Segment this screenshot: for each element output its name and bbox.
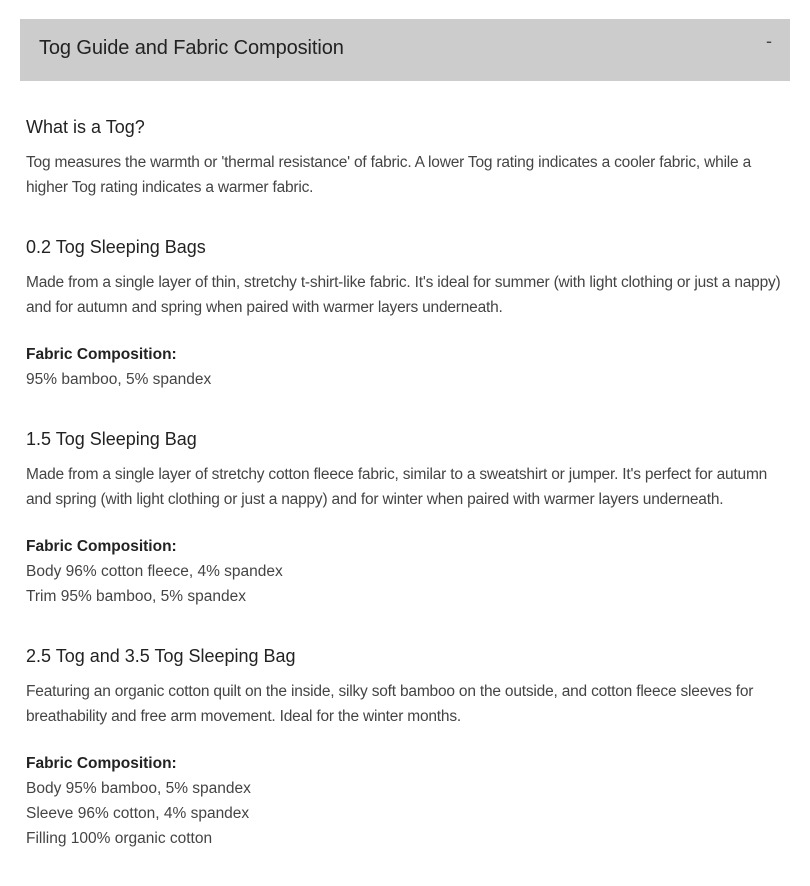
section-heading: 1.5 Tog Sleeping Bag	[26, 429, 197, 449]
collapse-icon[interactable]: -	[766, 31, 772, 51]
accordion-title: Tog Guide and Fabric Composition	[39, 37, 344, 59]
fabric-composition-line: Filling 100% organic cotton	[26, 830, 213, 847]
section-1-5-tog	[26, 427, 791, 609]
fabric-composition-label: Fabric Composition:	[26, 755, 177, 772]
fabric-composition	[26, 342, 791, 392]
section-what-is-tog	[26, 115, 791, 200]
section-0-2-tog	[26, 235, 791, 392]
section-heading: 0.2 Tog Sleeping Bags	[26, 237, 206, 257]
fabric-composition-line: Trim 95% bamboo, 5% spandex	[26, 588, 246, 605]
accordion-header[interactable]	[20, 19, 790, 81]
fabric-composition-line: 95% bamboo, 5% spandex	[26, 371, 212, 388]
section-body: Made from a single layer of stretchy cotton fleece fabric, similar to a sweatshirt or jumper. It's perfect for autumn and spring (with light clothing or just a nappy) and for winter when paired with warmer layers underneath.	[26, 466, 768, 508]
section-body: Featuring an organic cotton quilt on the inside, silky soft bamboo on the outside, and cotton fleece sleeves for breathability and free arm movement. Ideal for the winter months.	[26, 683, 754, 725]
fabric-composition-line: Body 95% bamboo, 5% spandex	[26, 780, 251, 797]
section-body: Tog measures the warmth or 'thermal resistance' of fabric. A lower Tog rating indicates a cooler fabric, while a higher Tog rating indicates a warmer fabric.	[26, 154, 751, 196]
fabric-composition-label: Fabric Composition:	[26, 538, 177, 555]
section-heading: What is a Tog?	[26, 117, 145, 137]
fabric-composition-line: Sleeve 96% cotton, 4% spandex	[26, 805, 250, 822]
fabric-composition-line: Body 96% cotton fleece, 4% spandex	[26, 563, 283, 580]
fabric-composition-label: Fabric Composition:	[26, 346, 177, 363]
accordion-content	[26, 115, 791, 886]
section-body: Made from a single layer of thin, stretchy t-shirt-like fabric. It's ideal for summer (with light clothing or just a nappy) and for autumn and spring when paired with warmer layers underneath.	[26, 274, 781, 316]
fabric-composition	[26, 534, 791, 609]
section-heading: 2.5 Tog and 3.5 Tog Sleeping Bag	[26, 646, 296, 666]
fabric-composition	[26, 751, 791, 851]
section-2-5-3-5-tog	[26, 644, 791, 851]
